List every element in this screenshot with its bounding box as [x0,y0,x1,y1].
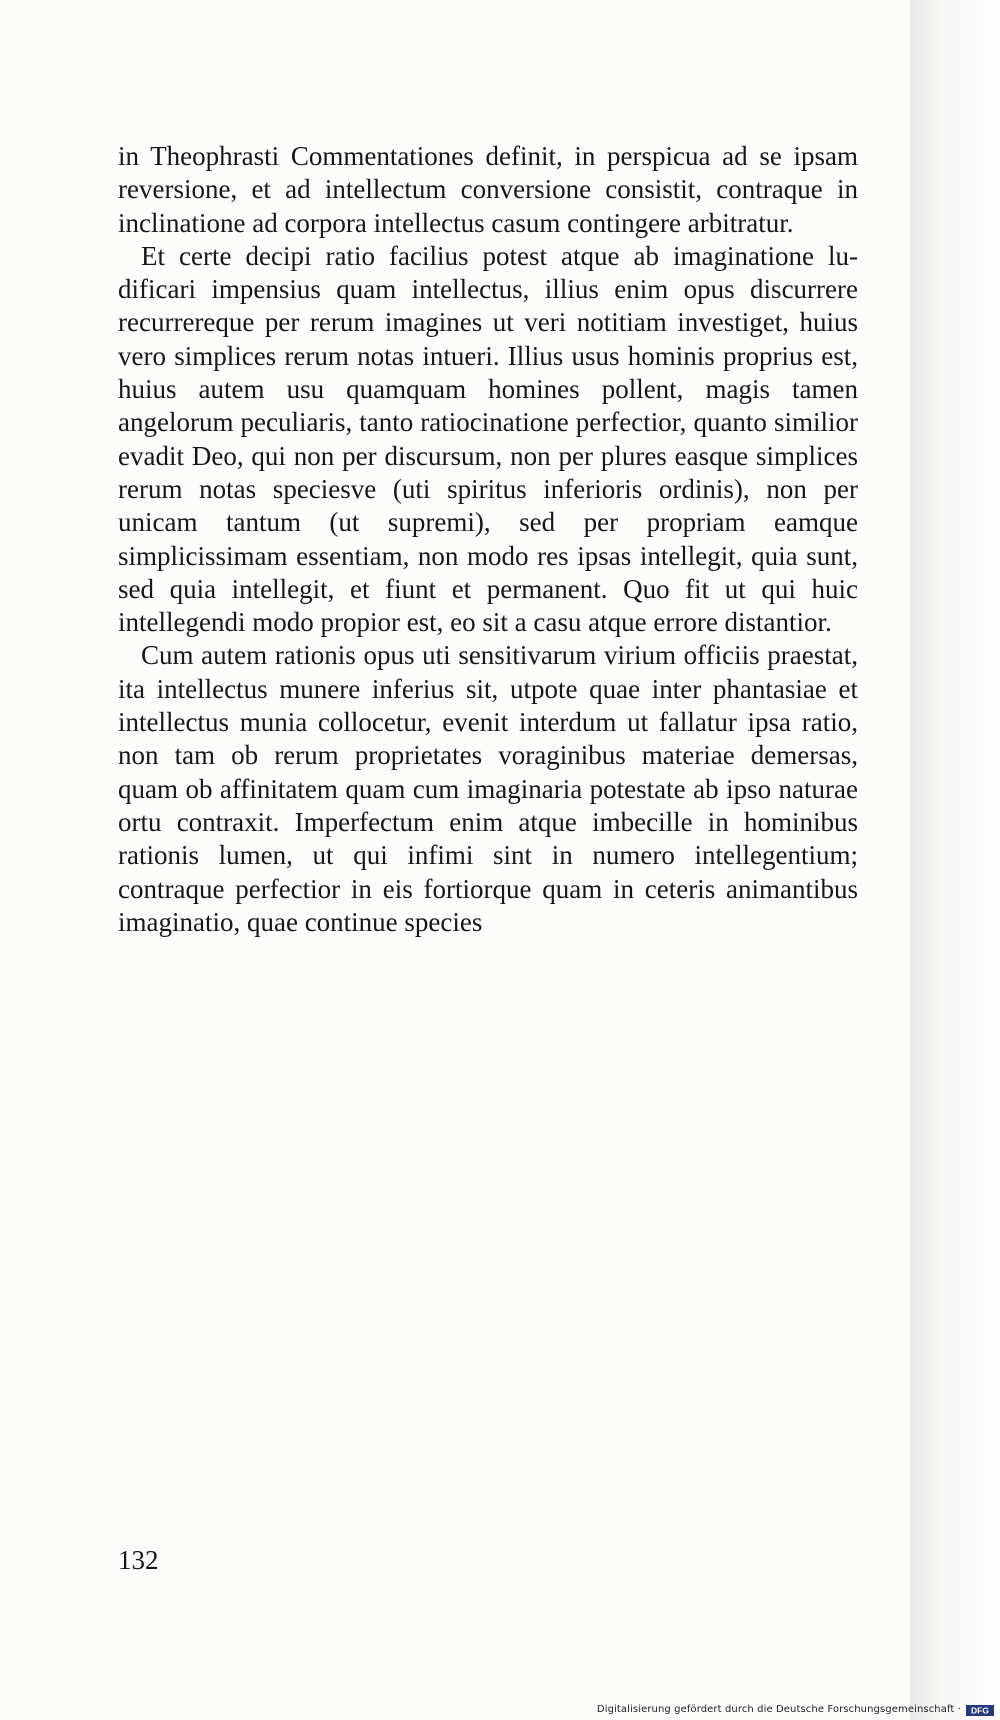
page-number: 132 [118,1545,159,1575]
digitization-credit [597,1704,994,1716]
svg-text:DFG: DFG [971,1705,989,1716]
dfg-logo-graphic [966,1705,994,1716]
paragraph-3: Cum autem rationis opus uti sensitivarum virium officiis praestat, ita intellectus munere inferius sit, utpote quae inter phantasiae et intellectus munia collocetur, evenit interdum ut fallatur ipsa ratio, non tam ob rerum proprietates voraginibus materiae demersas, quam ob affinitatem quam cum imaginaria potestate ab ipso naturae ortu contraxit. Imperfectum enim atque imbecille in hominibus rationis lumen, ut qui infimi sint in numero intellegentium; contraque perfectior in eis fortiorque quam in ceteris animantibus imaginatio, quae continue species [118,640,858,937]
paragraph-2: Et certe decipi ratio facilius potest atque ab imaginatione ludificari impensius quam intellectus, illius enim opus discurrere recurrereque per rerum imagines ut veri notitiam investiget, huius vero simplices rerum notas intueri. Illius usus hominis proprius est, huius autem usu quamquam homines pollent, magis tamen angelorum peculiaris, tanto ratiocinatione perfectior, quanto similior evadit Deo, qui non per discursum, non per plures easque simplices rerum notas speciesve (uti spiritus inferioris ordinis), non per unicam tantum (ut supremi), sed per propriam eamque simplicissimam essentiam, non modo res ipsas intellegit, quia sunt, sed quia intellegit, et fiunt et permanent. Quo fit ut qui huic intellegendi modo propior est, eo sit a casu atque errore distantior. [118,240,858,638]
paragraph-1: in Theophrasti Commentationes definit, in perspicua ad se ipsam reversione, et ad intellectum conversione consistit, contraque in inclinatione ad corpora intellectus casum contingere arbitratur. [118,141,858,238]
page-edge-shadow [910,0,1000,1720]
dfg-logo [966,1705,994,1716]
credit-text: Digitalisierung gefördert durch die Deutsche Forschungsgemeinschaft · [596,1704,961,1715]
body-text [118,140,858,939]
